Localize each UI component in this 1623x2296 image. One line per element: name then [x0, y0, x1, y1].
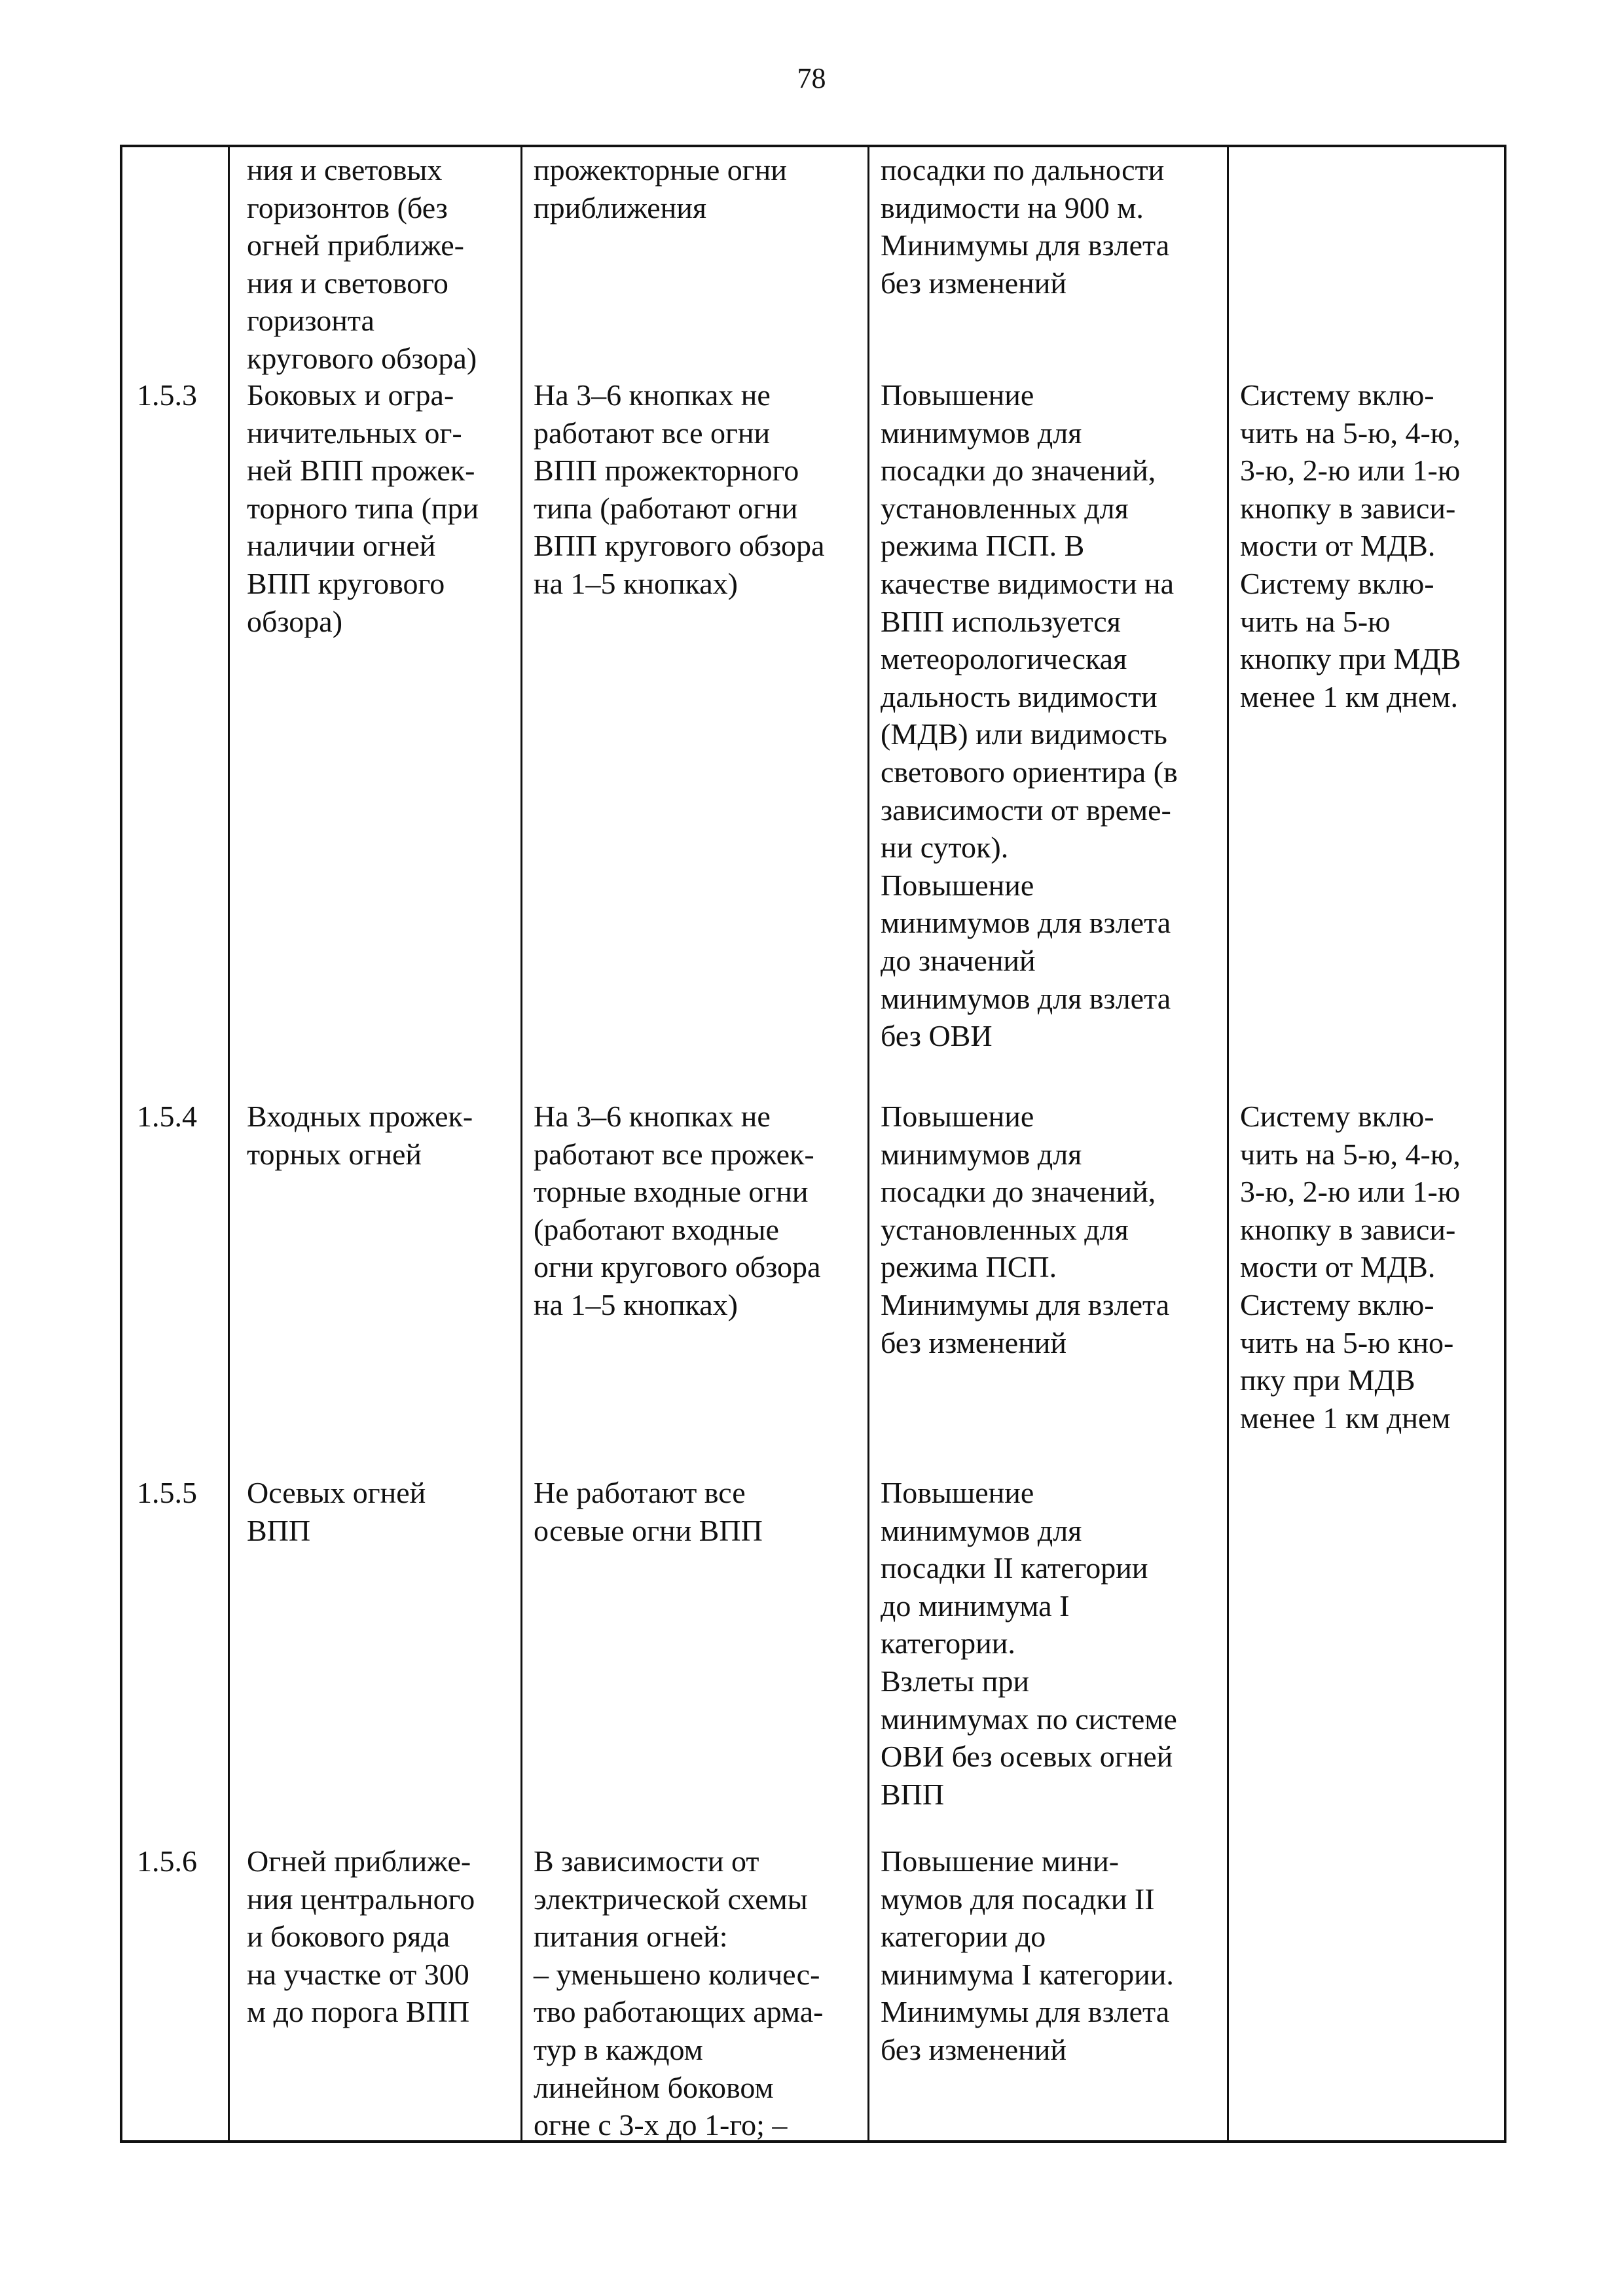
row-failure-description: На 3–6 кнопках не работают все прожек- торные входные огни (работают входные огни кругового обзора на 1–5 кнопках) [534, 1100, 821, 1321]
row-continuation-action: посадки по дальности видимости на 900 м. Минимумы для взлета без изменений [881, 153, 1170, 300]
row-number: 1.5.3 [137, 378, 197, 412]
row-failure-description: На 3–6 кнопках не работают все огни ВПП прожекторного типа (работают огни ВПП кругового обзора на 1–5 кнопках) [534, 378, 825, 600]
row-continuation-name: ния и световых горизонтов (без огней приближе- ния и светового горизонта кругового обзора) [247, 153, 477, 375]
row-action: Повышение минимумов для посадки II категории до минимума I категории. Взлеты при минимумах по системе ОВИ без осевых огней ВПП [881, 1476, 1177, 1811]
column-divider [867, 147, 869, 2140]
row-action: Повышение мини- мумов для посадки II категории до минимума I категории. Минимумы для взлета без изменений [881, 1844, 1174, 2066]
row-action: Повышение минимумов для посадки до значений, установленных для режима ПСП. Минимумы для взлета без изменений [881, 1100, 1170, 1359]
row-equipment-name: Огней приближе- ния центрального и бокового ряда на участке от 300 м до порога ВПП [247, 1844, 475, 2029]
row-failure-description: Не работают все осевые огни ВПП [534, 1476, 763, 1547]
row-number: 1.5.5 [137, 1476, 197, 1509]
row-note: Систему вклю- чить на 5-ю, 4-ю, 3-ю, 2-ю или 1-ю кнопку в зависи- мости от МДВ. Систему вклю- чить на 5-ю кнопку при МДВ менее 1 км днем. [1240, 378, 1461, 713]
page-number: 78 [797, 62, 826, 94]
row-failure-description: В зависимости от электрической схемы питания огней: – уменьшено количес- тво работающих арма- тур в каждом линейном боковом огне с 3-х до 1-го; – [534, 1844, 824, 2142]
row-equipment-name: Осевых огней ВПП [247, 1476, 426, 1547]
row-equipment-name: Боковых и огра- ничительных ог- ней ВПП прожек- торного типа (при наличии огней ВПП кругового обзора) [247, 378, 479, 638]
row-note: Систему вклю- чить на 5-ю, 4-ю, 3-ю, 2-ю или 1-ю кнопку в зависи- мости от МДВ. Систему вклю- чить на 5-ю кно- пку при МДВ менее 1 км днем [1240, 1100, 1461, 1435]
row-equipment-name: Входных прожек- торных огней [247, 1100, 473, 1171]
row-number: 1.5.6 [137, 1844, 197, 1878]
regulation-table [120, 145, 1506, 2143]
column-divider [228, 147, 230, 2140]
row-continuation-failure: прожекторные огни приближения [534, 153, 787, 224]
row-number: 1.5.4 [137, 1100, 197, 1133]
row-action: Повышение минимумов для посадки до значений, установленных для режима ПСП. В качестве видимости на ВПП используется метеорологическая дальность видимости (МДВ) или видимость светового ориентира (в зависимости от време- ни суток). Повышение минимумов для взлета до значений минимумов для взлета без ОВИ [881, 378, 1178, 1053]
